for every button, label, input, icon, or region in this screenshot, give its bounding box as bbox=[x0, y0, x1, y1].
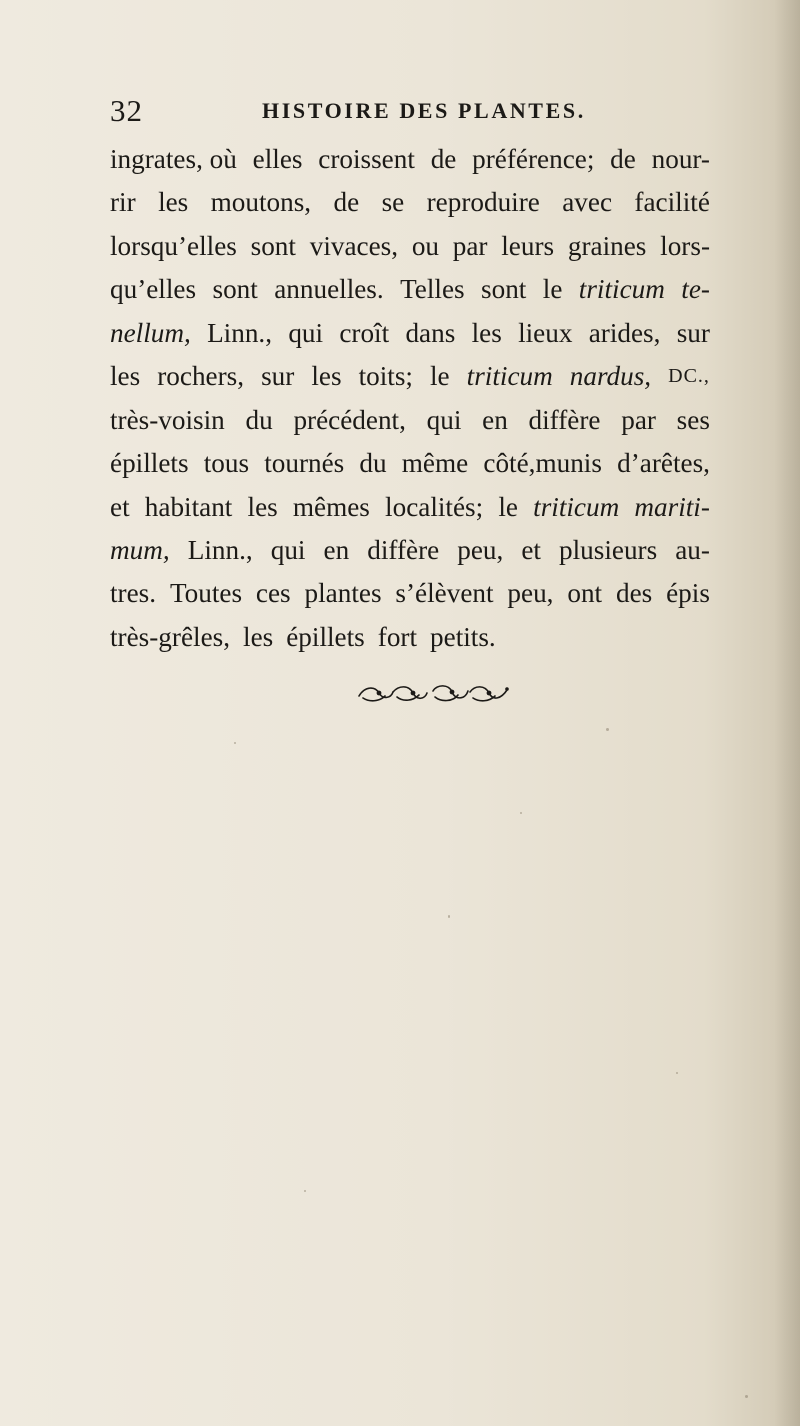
page-header bbox=[110, 92, 710, 132]
word: épillets bbox=[110, 448, 189, 479]
word: lieux bbox=[518, 317, 573, 348]
word: d’arêtes, bbox=[617, 448, 710, 479]
word: qui bbox=[270, 534, 306, 565]
word: leurs bbox=[501, 230, 555, 261]
word: triticum bbox=[578, 274, 665, 305]
word: petits. bbox=[430, 621, 496, 652]
word: côté,munis bbox=[483, 448, 602, 479]
word: tres. bbox=[110, 578, 157, 609]
text-line bbox=[110, 268, 710, 311]
word: mariti- bbox=[634, 491, 710, 522]
word: ses bbox=[676, 404, 710, 435]
word: au- bbox=[675, 534, 710, 565]
word: ingrates, où bbox=[110, 144, 237, 174]
word: habitant bbox=[144, 491, 233, 522]
word: sur bbox=[676, 317, 710, 348]
paper-speck bbox=[520, 812, 522, 814]
word: le bbox=[542, 274, 563, 305]
word: nellum, bbox=[110, 317, 191, 348]
word: préférence; bbox=[472, 144, 595, 174]
word: du bbox=[359, 448, 387, 479]
word: très-grêles, bbox=[110, 621, 231, 652]
word: dans bbox=[405, 317, 456, 348]
text-line bbox=[110, 355, 710, 398]
paper-speck bbox=[448, 915, 450, 918]
word: annuelles. bbox=[274, 274, 384, 305]
word: avec bbox=[562, 187, 613, 218]
text-line bbox=[110, 138, 710, 181]
word: DC., bbox=[668, 365, 710, 388]
word: croissent bbox=[318, 144, 415, 174]
text-line bbox=[110, 486, 710, 529]
text-line bbox=[110, 572, 710, 615]
text-line bbox=[110, 529, 710, 572]
word: mum, bbox=[110, 534, 170, 565]
word: triticum bbox=[466, 361, 553, 392]
word: précédent, bbox=[293, 404, 406, 435]
word: et bbox=[521, 534, 541, 565]
word: sont bbox=[481, 274, 527, 305]
page-number: 32 bbox=[110, 93, 143, 128]
word: sont bbox=[212, 274, 258, 305]
word: lors- bbox=[660, 230, 710, 261]
word: épillets bbox=[286, 621, 365, 652]
word: lorsqu’elles bbox=[110, 230, 237, 261]
word: des bbox=[615, 578, 653, 609]
word: localités; bbox=[385, 491, 484, 522]
page-edge-shadow bbox=[774, 0, 800, 1426]
word: Linn., bbox=[187, 534, 253, 565]
word: peu, bbox=[507, 578, 554, 609]
word: par bbox=[452, 230, 488, 261]
text-line bbox=[110, 312, 710, 355]
word: en bbox=[323, 534, 350, 565]
word: arides, bbox=[588, 317, 661, 348]
text-line bbox=[110, 181, 710, 224]
word: le bbox=[498, 491, 518, 522]
word: nour- bbox=[651, 144, 710, 174]
word: Telles bbox=[400, 274, 465, 305]
paper-speck bbox=[606, 728, 609, 731]
body-paragraph bbox=[110, 138, 710, 659]
word: Linn., bbox=[207, 317, 273, 348]
word: qui bbox=[426, 404, 462, 435]
text-line bbox=[110, 616, 710, 659]
running-head: HISTOIRE DES PLANTES. bbox=[262, 98, 586, 123]
word: du bbox=[245, 404, 273, 435]
word: par bbox=[621, 404, 656, 435]
word: de bbox=[610, 144, 636, 174]
word: qui bbox=[288, 317, 324, 348]
word: très-voisin bbox=[110, 404, 225, 435]
word: rochers, bbox=[157, 361, 245, 392]
word: elles bbox=[252, 144, 303, 174]
word: qu’elles bbox=[110, 274, 197, 305]
word: facilité bbox=[634, 187, 710, 218]
word: même bbox=[401, 448, 469, 479]
word: de bbox=[333, 187, 360, 218]
word: les bbox=[243, 621, 274, 652]
word: tous bbox=[203, 448, 250, 479]
word: diffère bbox=[528, 404, 601, 435]
paper-speck bbox=[234, 742, 236, 744]
text-line bbox=[110, 225, 710, 268]
paper-speck bbox=[676, 1072, 678, 1074]
paper-speck bbox=[745, 1395, 748, 1398]
word: vivaces, bbox=[309, 230, 399, 261]
word: peu, bbox=[457, 534, 504, 565]
end-of-chapter-fleuron-icon bbox=[357, 682, 510, 704]
word: les bbox=[158, 187, 189, 218]
word: tournés bbox=[264, 448, 345, 479]
text-line bbox=[110, 442, 710, 485]
word: les bbox=[110, 361, 141, 392]
word: moutons, bbox=[210, 187, 312, 218]
word: les bbox=[247, 491, 278, 522]
word: de bbox=[430, 144, 457, 174]
word: reproduire bbox=[426, 187, 540, 218]
word: diffère bbox=[367, 534, 440, 565]
word: ont bbox=[567, 578, 603, 609]
word: sont bbox=[250, 230, 296, 261]
word: graines bbox=[567, 230, 647, 261]
word: plantes bbox=[304, 578, 382, 609]
paper-speck bbox=[304, 1190, 306, 1192]
text-line bbox=[110, 399, 710, 442]
word: rir bbox=[110, 187, 136, 218]
word: épis bbox=[666, 578, 710, 609]
word: les bbox=[471, 317, 502, 348]
word: triticum bbox=[533, 491, 620, 522]
word: ou bbox=[411, 230, 439, 261]
word: croît bbox=[339, 317, 390, 348]
word: toits; bbox=[358, 361, 413, 392]
word: et bbox=[110, 491, 130, 522]
word: le bbox=[430, 361, 450, 392]
word: les bbox=[311, 361, 342, 392]
word: en bbox=[482, 404, 508, 435]
word: nardus, bbox=[569, 361, 652, 392]
word: ces bbox=[255, 578, 291, 609]
word: Toutes bbox=[169, 578, 243, 609]
word: s’élèvent bbox=[395, 578, 494, 609]
word: sur bbox=[261, 361, 295, 392]
word: plusieurs bbox=[559, 534, 658, 565]
word: se bbox=[381, 187, 405, 218]
word: mêmes bbox=[292, 491, 370, 522]
word: fort bbox=[377, 621, 418, 652]
word: te- bbox=[681, 274, 710, 305]
